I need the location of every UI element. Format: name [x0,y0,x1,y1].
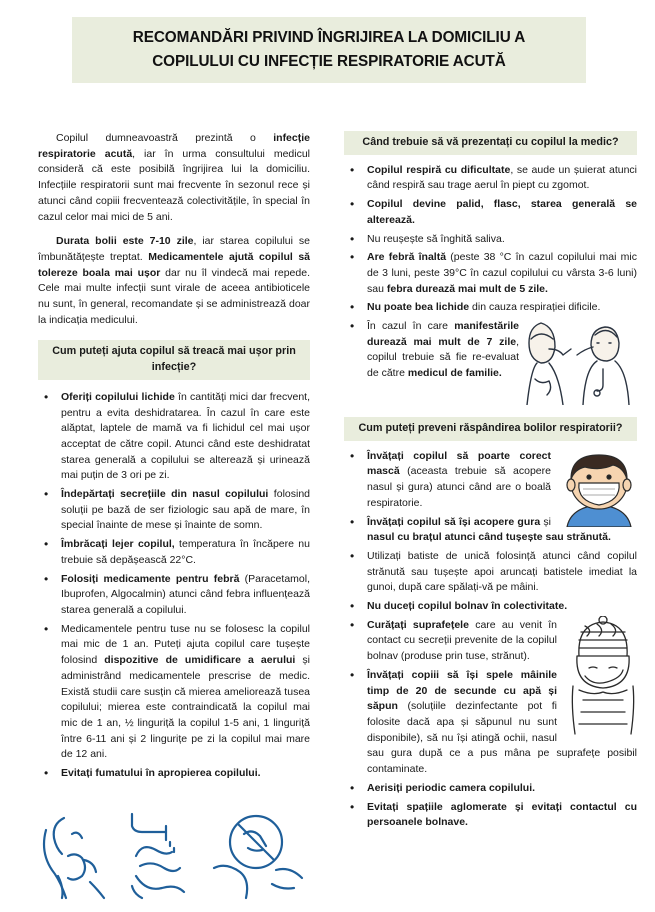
list-item-text [367,619,557,662]
bold-text-run: Copilul devine palid, flasc, starea generală se alterează. [367,198,637,226]
left-icons-row [38,812,310,900]
text-run: folosind soluții pe bază de ser fiziologic sau apă de mare, în special înainte de mese și înainte de somn. [61,488,311,532]
bold-text-run: Evitați fumatului în apropierea copilului. [61,767,261,780]
list-item [38,572,310,619]
text-run: , se aude un șuierat atunci când respiră sau trage aerul în piept cu zgomot. [367,163,637,192]
bold-text-run: Aerisiți periodic camera copilului. [367,781,536,794]
list-item [344,800,637,831]
doctor-list [344,163,637,405]
text-run: Utilizați batiste de unică folosință atunci când copilul strănută sau tușește apoi aruncați batistele imediat la gunoi, după care spălați-vă pe mâini. [367,549,637,594]
bold-text-run: Curățați suprafețele [367,618,469,631]
list-item [344,250,637,297]
doctor-consultation-illustration [519,319,637,405]
list-item [344,449,637,512]
bold-text-run: manifestările durează mai mult de 7 zile [367,320,519,348]
text-run: (peste 38 °C în cazul copilului mai mic de 3 luni, peste 39°C în cazul copilului cu vârsta 3-6 luni) sau [367,251,637,295]
section-heading-help: Cum puteți ajuta copilul să treacă mai ușor prin infecție? [38,340,310,379]
list-item [344,300,637,316]
bold-text-run: Îmbrăcați lejer copilul, [61,538,175,551]
text-run: , iar în urma consultului medicul consideră că este posibilă îngrijirea lui la domiciliu. Infecțiile respiratorii sunt mai frecvente în sezonul rece și atunci când copiii frecventează colectivitățile, în special în cazul celor mai mici de 5 ani. [38,147,311,223]
text-run: Nu reușește să înghită saliva. [367,232,505,245]
text-run: temperatura în încăpere nu trebuie să depășească 22°C. [61,538,310,566]
text-run: (aceasta trebuie să acopere nasul și gura) atunci când are o boală respiratorie. [367,465,551,509]
bold-text-run: Învățați copilul să poarte corect mască [367,449,551,478]
text-run: În cazul în care [367,320,455,333]
help-list [38,390,310,782]
bold-text-run: Folosiți medicamente pentru febră [61,572,240,585]
bold-text-run: Nu poate bea lichide [367,301,470,314]
title-line-1: RECOMANDĂRI PRIVIND ÎNGRIJIREA LA DOMICILIU A [132,29,526,46]
bold-text-run: Învățați copilul să își acopere gura [367,515,541,528]
list-item [344,781,637,797]
bold-text-run: Îndepărtați secrețiile din nasul copilului [61,488,269,501]
text-run: (Paracetamol, Ibuprofen, Algocalmin) atunci când febra influențează starea generală a copilului. [61,572,310,616]
bold-text-run: Oferiți copilului lichide [61,390,175,403]
list-item [344,232,637,248]
section-heading-doctor: Când trebuie să vă prezentați cu copilul la medic? [344,131,637,155]
child-blowing-nose-icon [44,818,104,898]
list-item [38,537,310,568]
text-run: , iar starea copilului se îmbunătățește treptat. [38,235,310,263]
prevention-list [344,449,637,831]
list-item [344,515,637,546]
list-item [344,163,637,194]
text-run: dar nu îl vindecă mai repede. Cele mai multe infecții sunt virale de aceea antibioticele nu sunt, în general, recomandate și se administrează doar la indicația medicului. [38,266,310,326]
list-item [344,668,637,778]
bold-text-run: medicul de familie. [407,367,502,380]
section-heading-prevention: Cum puteți preveni răspândirea bolilor respiratorii? [344,417,637,441]
text-run: Medicamentele pentru tuse nu se folosesc la copilul mai mic de 1 an. Puteți ajuta copilul care tușește folosind [61,622,310,667]
text-run: din cauza respirației dificile. [469,301,601,314]
list-item [344,599,637,615]
list-item [38,622,310,763]
no-sharing-utensils-icon [214,816,302,898]
bold-text-run: Medicamentele ajută copilul să tolereze boala mai ușor [38,250,310,279]
washing-hands-icon [132,814,184,898]
list-item [38,487,310,534]
bold-text-run: Durata bolii este 7-10 zile [56,235,194,248]
list-item [344,197,637,228]
text-run: , copilul trebuie să fie re-evaluat de către [367,335,519,380]
bold-text-run: Învățați copiii să își spele mâinile timp de 20 de secunde cu apă și săpun [367,668,557,713]
bold-text-run: infecție respiratorie acută [38,132,310,160]
document-title-banner [72,17,586,83]
text-run: și administrând medicamentele prescrise de medic. Există studii care susțin că mierea ameliorează tusea copilului; mierea este contraindicată la copilul mai mic de 1 an, ½ linguriță la copilul 1-5 ani, 1 linguriță între 6-11 ani și 2 lingurițe pe zi la copilul mai mare de 12 ani. [61,654,311,761]
list-item-text [367,320,519,379]
text-run: în cantități mici dar frecvent, pentru a evita deshidratarea. În cazul în care este alăptat, laptele de mamă va fi lichidul cel mai ușor acceptat de către copil. Atunci când este deshidratat starea generală a copilului se alterează și urinează mai puțin de 3 ori pe zi. [61,390,310,482]
bold-text-run: Are febră înaltă [367,251,447,264]
bold-text-run: febra durează mai mult de 5 zile. [386,282,548,295]
list-item [344,549,637,596]
title-line-2: COPILULUI CU INFECȚIE RESPIRATORIE ACUTĂ [152,53,506,70]
bold-text-run: nasul cu brațul atunci când tușește sau strănută. [367,531,611,544]
text-run: care au venit în contact cu secreții prevenite de la copilul bolnav (produse prin tuse, strănut). [367,618,557,663]
list-item [38,766,310,782]
intro-paragraph-2 [38,234,310,328]
list-item [38,390,310,484]
bold-text-run: Evitați spațiile aglomerate și evitați contactul cu persoanele bolnave. [367,800,637,829]
list-item-text [367,450,551,509]
intro-paragraph-1 [38,131,310,225]
bold-text-run: Nu duceți copilul bolnav în colectivitate. [367,600,568,613]
text-run: și [540,515,552,528]
list-item [344,319,637,405]
list-item [344,618,637,665]
right-column [344,131,637,834]
text-run: (soluțiile dezinfectante pot fi folosite dacă apa și săpunul nu sunt disponibile), să nu își atingă ochii, nasul sau gura după ce a pus mâna pe suprafețe posibil contaminate. [367,700,637,776]
left-column [38,131,310,785]
bold-text-run: Copilul respiră cu dificultate [367,163,511,176]
bold-text-run: dispozitive de umidificare a aerului [104,654,296,667]
text-run: Copilul dumneavoastră prezintă o [56,132,274,144]
